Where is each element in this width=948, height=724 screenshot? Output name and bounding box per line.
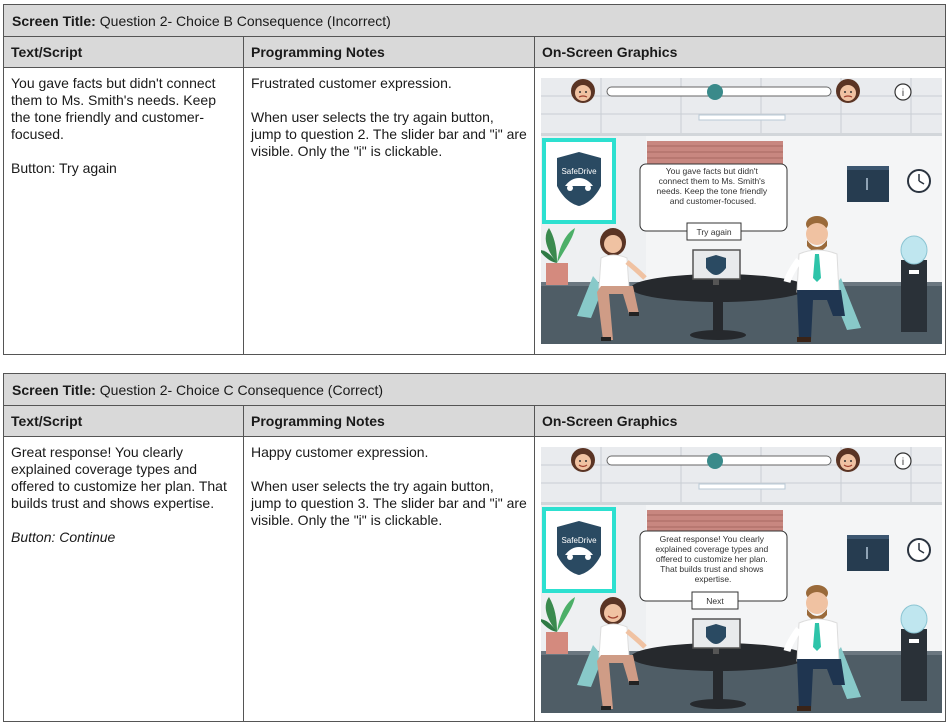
bubble-line-1: You gave facts but didn't	[665, 166, 758, 176]
office-scene	[541, 447, 942, 713]
column-header-row	[4, 37, 945, 68]
next-button[interactable]	[692, 592, 738, 609]
header-programming-notes: Programming Notes	[244, 37, 535, 67]
programming-notes-cell	[244, 437, 535, 721]
script-button-note: Button: Try again	[11, 160, 117, 176]
text-script-cell	[4, 68, 244, 354]
notes-body: When user selects the try again button, jump to question 2. The slider bar and "i" are visible. Only the "i" is clickable.	[251, 109, 527, 159]
text-script-cell	[4, 437, 244, 721]
office-scene	[541, 78, 942, 344]
try-again-label: Try again	[696, 227, 732, 237]
programming-notes-cell	[244, 68, 535, 354]
bubble-line-1: Great response! You clearly	[659, 534, 765, 544]
screen-title-row	[4, 374, 945, 406]
bubble-line-5: expertise.	[694, 574, 732, 584]
bubble-line-2: connect them to Ms. Smith's	[658, 176, 766, 186]
script-text: Great response! You clearly explained coverage types and offered to customize her plan. That builds trust and shows expertise.	[11, 444, 227, 511]
header-on-screen-graphics: On-Screen Graphics	[542, 413, 678, 429]
header-on-screen-graphics: On-Screen Graphics	[542, 44, 678, 60]
scene-graphic-1	[541, 78, 942, 344]
notes-expression: Happy customer expression.	[251, 444, 429, 460]
screen-title-text: Question 2- Choice B Consequence (Incorrect)	[99, 12, 391, 29]
poster-brand-text: SafeDrive	[561, 167, 597, 176]
next-label: Next	[706, 596, 724, 606]
bubble-line-3: needs. Keep the tone friendly	[656, 186, 768, 196]
screen-title-row	[4, 5, 945, 37]
screen-title-label: Screen Title:	[12, 381, 96, 398]
bubble-line-2: explained coverage types and	[655, 544, 769, 554]
svg-text:You gave facts but didn't	[657, 166, 770, 206]
script-text: You gave facts but didn't connect them to Ms. Smith's needs. Keep the tone friendly and customer-focused.	[11, 75, 216, 142]
bubble-line-3: offered to customize her plan.	[655, 554, 768, 564]
header-text-script: Text/Script	[4, 37, 244, 67]
notes-expression: Frustrated customer expression.	[251, 75, 452, 91]
info-button-icon[interactable]	[895, 453, 911, 469]
poster-brand-text: SafeDrive	[561, 536, 597, 545]
screen-title-label: Screen Title:	[12, 12, 96, 29]
header-text-script: Text/Script	[4, 406, 244, 436]
script-button-note: Button: Continue	[11, 529, 116, 545]
screen-title-text: Question 2- Choice C Consequence (Correct)	[99, 381, 384, 398]
column-header-row	[4, 406, 945, 437]
info-glyph: i	[901, 88, 905, 99]
info-glyph: i	[901, 457, 905, 468]
try-again-button[interactable]	[687, 223, 741, 240]
header-programming-notes: Programming Notes	[244, 406, 535, 436]
info-button-icon[interactable]	[895, 84, 911, 100]
notes-body: When user selects the try again button, jump to question 3. The slider bar and "i" are visible. Only the "i" is clickable.	[251, 478, 527, 528]
slider-knob	[707, 84, 723, 100]
slider-knob	[707, 453, 723, 469]
scene-graphic-2	[541, 447, 942, 713]
bubble-line-4: and customer-focused.	[669, 196, 757, 206]
bubble-line-4: That builds trust and shows	[660, 564, 764, 574]
